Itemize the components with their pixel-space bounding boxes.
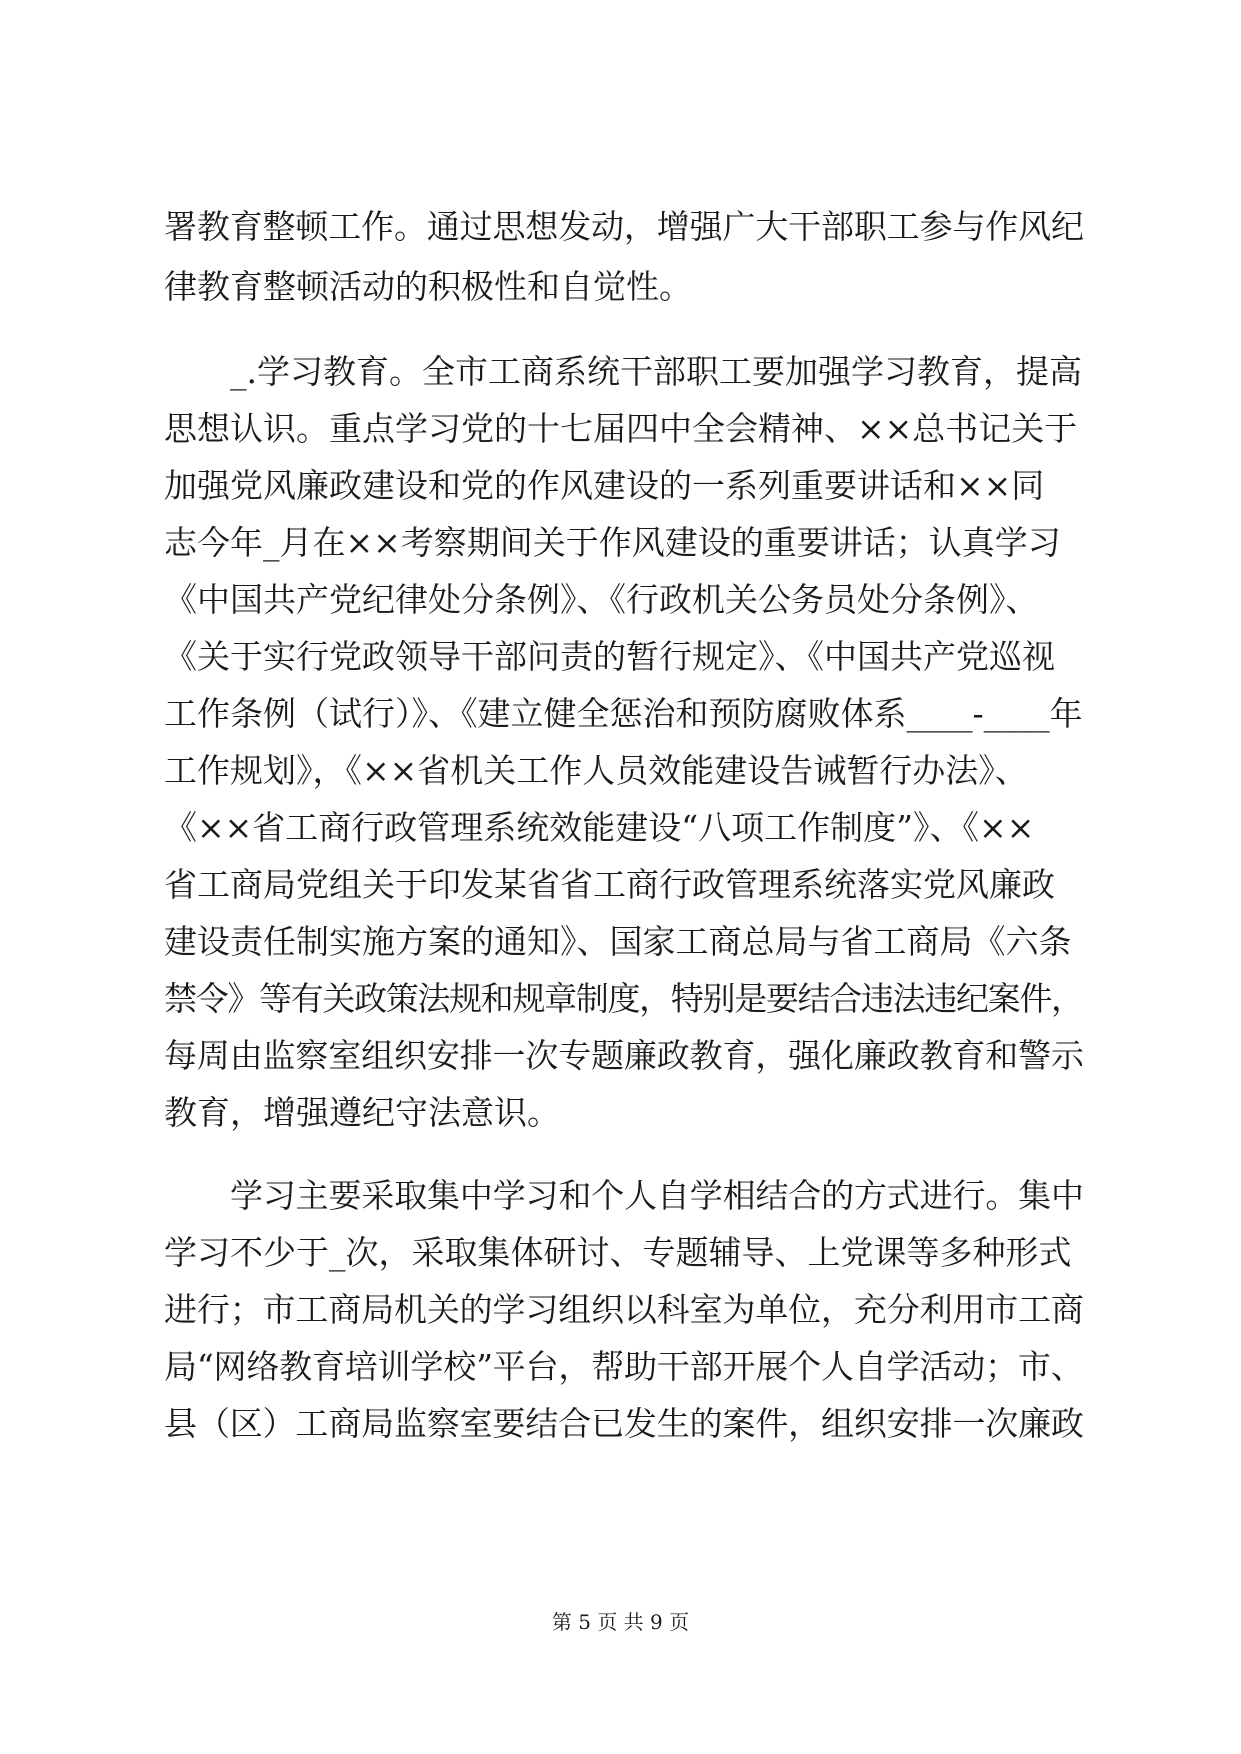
text-line: 工作条例（试行）》、《建立健全惩治和预防腐败体系____-____年 (164, 694, 1083, 733)
text-line: 局“网络教育培训学校”平台，帮助干部开展个人自学活动；市、 (164, 1347, 1084, 1386)
text-line: 《中国共产党纪律处分条例》、《行政机关公务员处分条例》、 (164, 580, 1039, 619)
text-line: 进行；市工商局机关的学习组织以科室为单位，充分利用市工商 (164, 1290, 1084, 1329)
text-line: 建设责任制实施方案的通知》、国家工商总局与省工商局《六条 (164, 922, 1072, 961)
text-line: 律教育整顿活动的积极性和自觉性。 (164, 267, 692, 306)
text-line: 每周由监察室组织安排一次专题廉政教育，强化廉政教育和警示 (164, 1036, 1084, 1075)
text-line: 《关于实行党政领导干部问责的暂行规定》、《中国共产党巡视 (164, 637, 1055, 676)
text-line: 工作规划》，《××省机关工作人员效能建设告诫暂行办法》、 (164, 751, 1028, 790)
text-line: 思想认识。重点学习党的十七届四中全会精神、××总书记关于 (164, 409, 1078, 448)
text-line: 志今年_月在××考察期间关于作风建设的重要讲话；认真学习 (164, 523, 1061, 562)
text-line: 学习主要采取集中学习和个人自学相结合的方式进行。集中 (230, 1176, 1084, 1215)
text-line: 署教育整顿工作。通过思想发动，增强广大干部职工参与作风纪 (164, 207, 1084, 246)
page-number-footer: 第 5 页 共 9 页 (551, 1610, 690, 1634)
text-line: 县（区）工商局监察室要结合已发生的案件，组织安排一次廉政 (164, 1404, 1084, 1443)
text-line: 禁令》等有关政策法规和规章制度，特别是要结合违法违纪案件， (164, 979, 1083, 1018)
text-line: _.学习教育。全市工商系统干部职工要加强学习教育，提高 (230, 352, 1082, 391)
text-line: 《××省工商行政管理系统效能建设“八项工作制度”》、《×× (164, 808, 1035, 847)
text-line: 省工商局党组关于印发某省省工商行政管理系统落实党风廉政 (164, 865, 1055, 904)
text-line: 教育，增强遵纪守法意识。 (164, 1093, 560, 1132)
text-line: 加强党风廉政建设和党的作风建设的一系列重要讲话和××同 (164, 466, 1045, 505)
text-line: 学习不少于_次，采取集体研讨、专题辅导、上党课等多种形式 (164, 1233, 1072, 1272)
